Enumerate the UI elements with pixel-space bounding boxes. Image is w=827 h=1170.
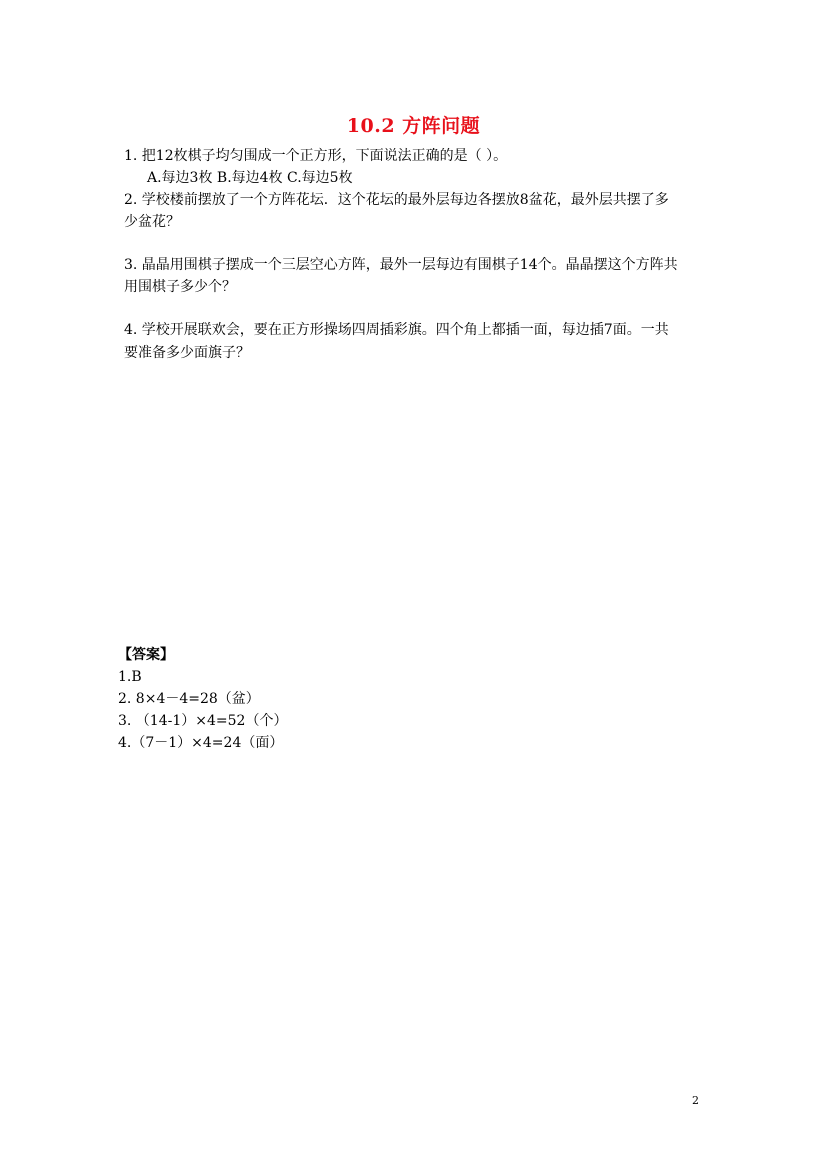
question-1-text: 1. 把12枚棋子均匀围成一个正方形，下面说法正确的是（ ）。 [124, 148, 508, 164]
answer-4: 4.（7－1）×4=24（面） [118, 735, 284, 751]
question-4-text-line-2: 要准备多少面旗子？ [124, 345, 250, 361]
answer-1: 1.B [118, 669, 142, 685]
question-2-text-line-2: 少盆花？ [124, 214, 180, 230]
page-title: 10.2 方阵问题 [346, 115, 481, 137]
question-3-text-line-2: 用围棋子多少个？ [124, 279, 236, 295]
question-3-text-line-1: 3. 晶晶用围棋子摆成一个三层空心方阵，最外一层每边有围棋子14个。晶晶摆这个方阵共 [124, 257, 678, 273]
question-2-text-line-1: 2. 学校楼前摆放了一个方阵花坛．这个花坛的最外层每边各摆放8盆花，最外层共摆了多 [124, 192, 669, 208]
page-number: 2 [692, 1094, 699, 1107]
answer-heading: 【答案】 [118, 647, 174, 663]
answer-3: 3. （14-1）×4=52（个） [118, 713, 288, 729]
question-4-text-line-1: 4. 学校开展联欢会，要在正方形操场四周插彩旗。四个角上都插一面，每边插7面。一共 [124, 322, 669, 338]
answer-2: 2. 8×4－4=28（盆） [118, 691, 260, 707]
question-1-options: A.每边3枚 B.每边4枚 C.每边5枚 [147, 170, 353, 186]
